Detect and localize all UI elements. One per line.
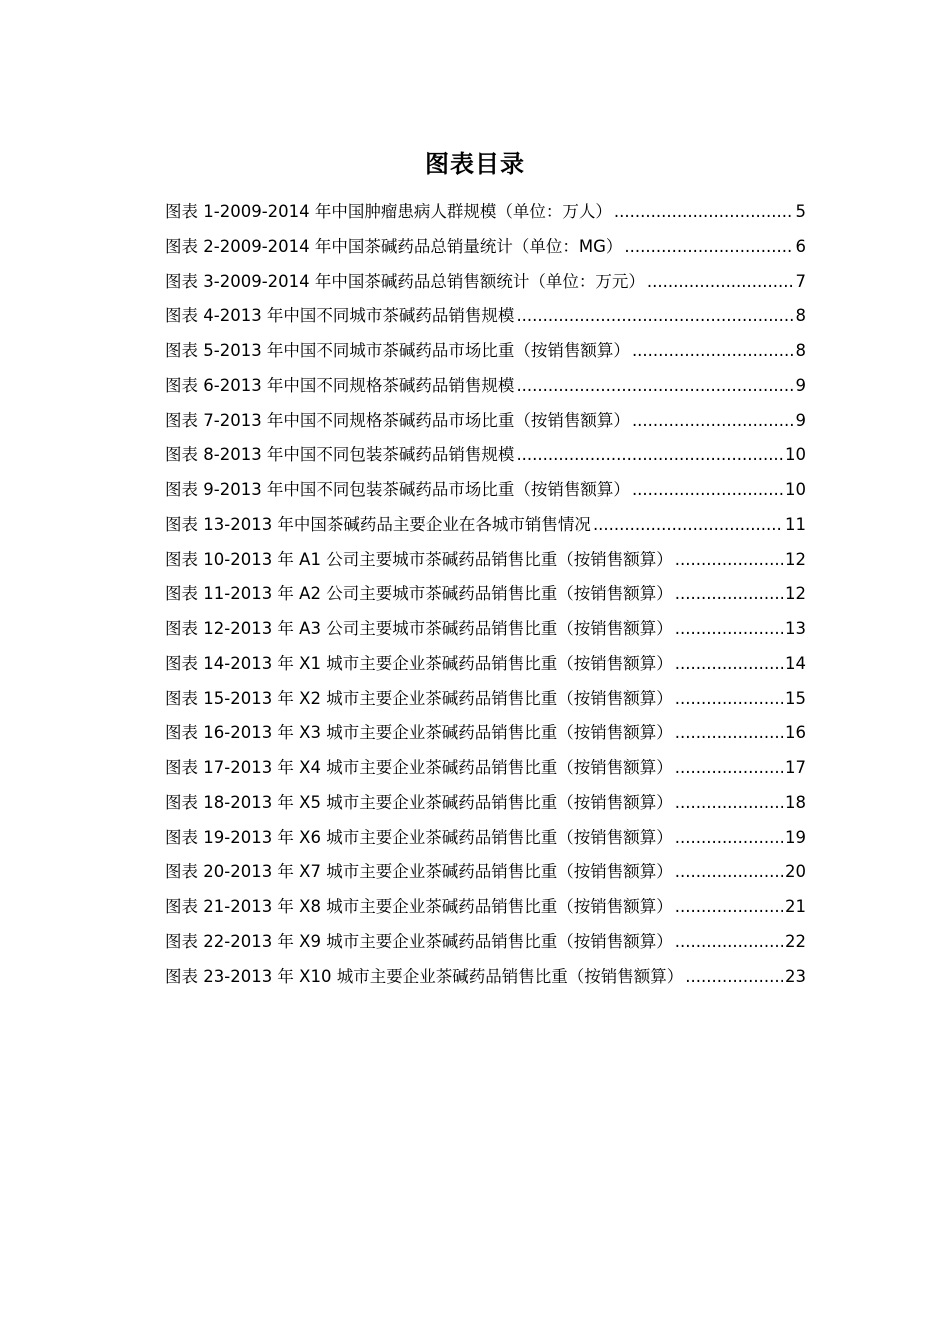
dot-leader <box>675 793 783 812</box>
toc-entry-10[interactable] <box>165 511 806 546</box>
dot-leader <box>593 515 783 534</box>
toc-entry-label: 图表 2-2009-2014 年中国茶碱药品总销量统计（单位：MG） <box>165 236 623 256</box>
dot-leader <box>675 828 783 847</box>
toc-entry-page: 12 <box>785 584 806 604</box>
dot-leader <box>624 237 793 256</box>
toc-entry-20[interactable] <box>165 858 806 893</box>
toc-entry-6[interactable] <box>165 372 806 407</box>
toc-entry-23[interactable] <box>165 963 806 998</box>
dot-leader <box>675 689 783 708</box>
toc-entry-label: 图表 15-2013 年 X2 城市主要企业茶碱药品销售比重（按销售额算） <box>165 688 673 708</box>
toc-entry-11[interactable] <box>165 546 806 581</box>
toc-entry-page: 20 <box>785 862 806 882</box>
toc-entry-page: 14 <box>785 653 806 673</box>
toc-entry-4[interactable] <box>165 302 806 337</box>
dot-leader <box>516 376 793 395</box>
toc-entry-17[interactable] <box>165 754 806 789</box>
toc-entry-label: 图表 20-2013 年 X7 城市主要企业茶碱药品销售比重（按销售额算） <box>165 862 673 882</box>
toc-entry-label: 图表 6-2013 年中国不同规格茶碱药品销售规模 <box>165 375 515 395</box>
toc-entry-13[interactable] <box>165 615 806 650</box>
toc-entry-page: 6 <box>795 236 806 256</box>
toc-entry-page: 18 <box>785 792 806 812</box>
toc-entry-19[interactable] <box>165 824 806 859</box>
toc-entry-label: 图表 4-2013 年中国不同城市茶碱药品销售规模 <box>165 306 515 326</box>
toc-entry-15[interactable] <box>165 685 806 720</box>
toc-entry-label: 图表 3-2009-2014 年中国茶碱药品总销售额统计（单位：万元） <box>165 271 645 291</box>
toc-entry-2[interactable] <box>165 233 806 268</box>
dot-leader <box>632 411 794 430</box>
toc-entry-page: 7 <box>795 271 806 291</box>
dot-leader <box>675 584 783 603</box>
toc-entry-label: 图表 23-2013 年 X10 城市主要企业茶碱药品销售比重（按销售额算） <box>165 966 684 986</box>
toc-entry-3[interactable] <box>165 268 806 303</box>
toc-entry-8[interactable] <box>165 441 806 476</box>
toc-entry-1[interactable] <box>165 198 806 233</box>
toc-entry-page: 17 <box>785 758 806 777</box>
toc-entry-page: 12 <box>785 549 806 569</box>
toc-entry-label: 图表 18-2013 年 X5 城市主要企业茶碱药品销售比重（按销售额算） <box>165 792 673 812</box>
toc-entry-page: 22 <box>785 931 806 951</box>
toc-entry-label: 图表 19-2013 年 X6 城市主要企业茶碱药品销售比重（按销售额算） <box>165 827 673 847</box>
toc-entry-label: 图表 13-2013 年中国茶碱药品主要企业在各城市销售情况 <box>165 514 591 534</box>
dot-leader <box>675 862 783 881</box>
toc-entry-label: 图表 1-2009-2014 年中国肿瘤患病人群规模（单位：万人） <box>165 202 612 221</box>
dot-leader <box>675 932 783 951</box>
toc-entry-label: 图表 7-2013 年中国不同规格茶碱药品市场比重（按销售额算） <box>165 410 630 430</box>
table-of-figures <box>165 198 806 997</box>
dot-leader <box>675 897 783 916</box>
toc-entry-label: 图表 11-2013 年 A2 公司主要城市茶碱药品销售比重（按销售额算） <box>165 584 673 604</box>
toc-entry-label: 图表 5-2013 年中国不同城市茶碱药品市场比重（按销售额算） <box>165 341 630 360</box>
toc-entry-page: 9 <box>795 375 806 395</box>
dot-leader <box>632 480 783 499</box>
toc-entry-21[interactable] <box>165 893 806 928</box>
dot-leader <box>632 341 794 360</box>
toc-entry-page: 5 <box>795 202 806 221</box>
toc-entry-label: 图表 16-2013 年 X3 城市主要企业茶碱药品销售比重（按销售额算） <box>165 723 673 743</box>
toc-entry-page: 23 <box>785 966 806 986</box>
toc-entry-7[interactable] <box>165 407 806 442</box>
toc-entry-page: 21 <box>785 897 806 916</box>
toc-entry-label: 图表 12-2013 年 A3 公司主要城市茶碱药品销售比重（按销售额算） <box>165 619 673 638</box>
toc-entry-5[interactable] <box>165 337 806 372</box>
dot-leader <box>675 619 783 638</box>
toc-entry-page: 19 <box>785 827 806 847</box>
dot-leader <box>516 445 783 464</box>
toc-entry-label: 图表 22-2013 年 X9 城市主要企业茶碱药品销售比重（按销售额算） <box>165 931 673 951</box>
page-title: 图表目录 <box>425 150 525 179</box>
toc-entry-14[interactable] <box>165 650 806 685</box>
toc-entry-label: 图表 21-2013 年 X8 城市主要企业茶碱药品销售比重（按销售额算） <box>165 897 673 916</box>
toc-entry-label: 图表 8-2013 年中国不同包装茶碱药品销售规模 <box>165 445 515 465</box>
dot-leader <box>675 550 783 569</box>
toc-entry-page: 10 <box>785 445 806 465</box>
toc-entry-page: 8 <box>795 306 806 326</box>
toc-entry-page: 15 <box>785 688 806 708</box>
toc-entry-page: 11 <box>785 514 806 534</box>
toc-entry-label: 图表 10-2013 年 A1 公司主要城市茶碱药品销售比重（按销售额算） <box>165 549 673 569</box>
dot-leader <box>675 654 783 673</box>
dot-leader <box>516 306 793 325</box>
toc-entry-18[interactable] <box>165 789 806 824</box>
dot-leader <box>647 272 794 291</box>
toc-entry-9[interactable] <box>165 476 806 511</box>
toc-entry-page: 9 <box>795 410 806 430</box>
toc-entry-label: 图表 17-2013 年 X4 城市主要企业茶碱药品销售比重（按销售额算） <box>165 758 673 777</box>
toc-entry-label: 图表 14-2013 年 X1 城市主要企业茶碱药品销售比重（按销售额算） <box>165 653 673 673</box>
toc-entry-page: 8 <box>795 341 806 360</box>
dot-leader <box>685 967 783 986</box>
toc-entry-label: 图表 9-2013 年中国不同包装茶碱药品市场比重（按销售额算） <box>165 480 630 499</box>
toc-entry-page: 13 <box>785 619 806 638</box>
toc-entry-16[interactable] <box>165 719 806 754</box>
dot-leader <box>675 723 783 742</box>
toc-entry-page: 10 <box>785 480 806 499</box>
toc-entry-22[interactable] <box>165 928 806 963</box>
toc-entry-page: 16 <box>785 723 806 743</box>
toc-entry-12[interactable] <box>165 580 806 615</box>
dot-leader <box>675 758 783 777</box>
dot-leader <box>614 202 794 221</box>
